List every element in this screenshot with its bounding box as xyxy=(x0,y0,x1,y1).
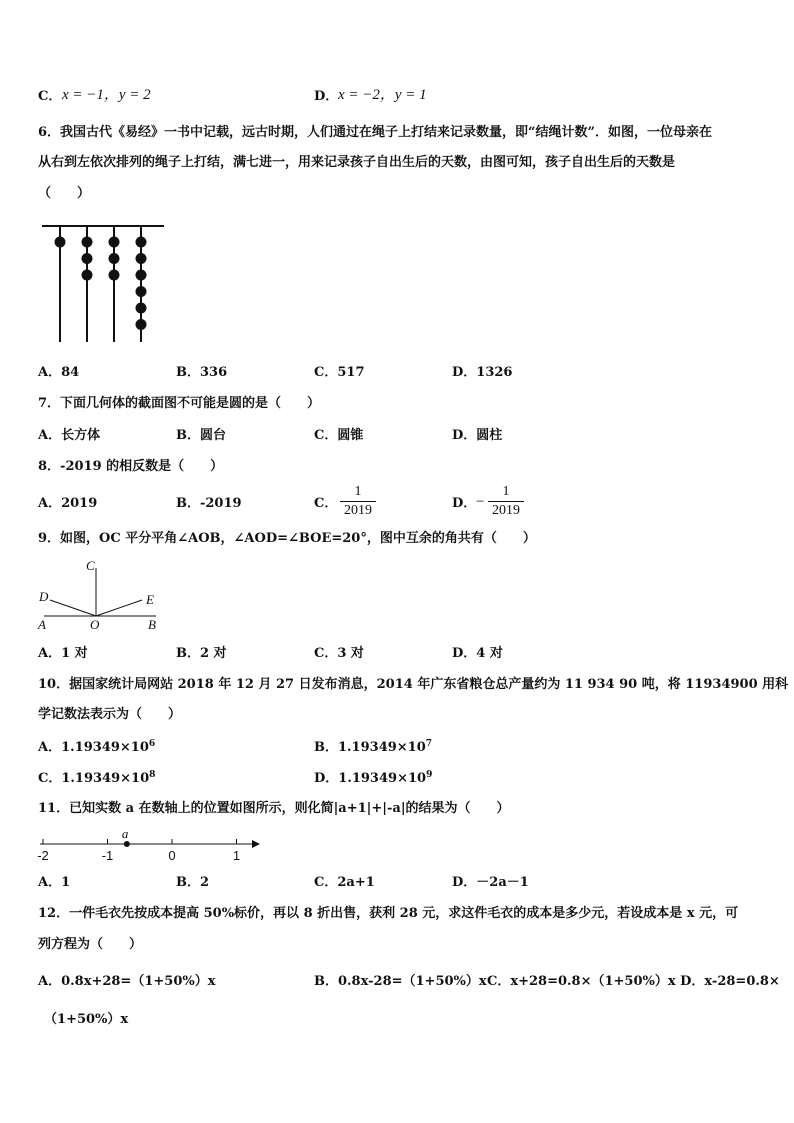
angle-figure xyxy=(36,558,176,633)
ray-od xyxy=(50,600,96,616)
knot xyxy=(109,253,120,264)
fraction-bar xyxy=(340,501,376,502)
q10-option-d: D．$1.19349\times 10^9$ xyxy=(314,770,433,786)
exponent: 7 xyxy=(425,739,433,749)
q11-option-a: A．1 xyxy=(38,875,71,890)
q6-stem-line2: 从右到左依次排列的绳子上打结，满七进一，用来记录孩子自出生后的天数，由图可知，孩子自出生后的天数是 xyxy=(38,155,676,170)
q6-stem-line1: 6．我国古代《易经》一书中记载，远古时期，人们通过在绳子上打结来记录数量，即“结绳计数”．如图，一位母亲在 xyxy=(38,125,713,140)
knot-cord-figure xyxy=(42,220,167,345)
point-a-label: a xyxy=(121,826,129,841)
knot xyxy=(82,253,93,264)
q12-stem-line1: 12．一件毛衣先按成本提高 50%标价，再以 8 折出售，获利 28 元，求这件毛衣的成本是多少元，若设成本是 x 元，可 xyxy=(38,906,739,921)
q9-option-a: A．1 对 xyxy=(38,646,88,661)
q10-option-a: A．$1.19349\times 10^6$ xyxy=(38,739,156,755)
q5-option-d-math: x = −2，y = 1 xyxy=(338,87,427,103)
label-o: O xyxy=(90,617,100,632)
q8-option-c-label: C． xyxy=(314,496,338,511)
q8-stem: 8．-2019 的相反数是（ ） xyxy=(38,459,224,474)
q12-option-d-continued: （1+50%）x xyxy=(44,1012,129,1027)
q11-option-c: C．2a+1 xyxy=(314,875,375,890)
label-d: D xyxy=(39,589,49,604)
fraction-numerator: 1 xyxy=(502,484,510,499)
q12-option-b: B．0.8x-28=（1+50%）x xyxy=(314,974,487,989)
q9-stem: 9．如图，OC 平分平角∠AOB，∠AOD=∠BOE=20°，图中互余的角共有（ ） xyxy=(38,531,536,546)
q11-stem: 11．已知实数 a 在数轴上的位置如图所示，则化简|a+1|+|-a|的结果为（ ） xyxy=(38,801,510,816)
q5-option-c-label: C． xyxy=(38,89,62,104)
q7-stem: 7．下面几何体的截面图不可能是圆的是（ ） xyxy=(38,396,321,411)
exponent: 8 xyxy=(149,770,156,780)
tick-label: -1 xyxy=(101,848,114,863)
q5-option-d-label: D． xyxy=(314,89,339,104)
point-a xyxy=(124,841,130,847)
label-c: C xyxy=(86,558,95,573)
knot xyxy=(109,270,120,281)
knot xyxy=(136,286,147,297)
q8-option-d-minus: − xyxy=(476,494,485,510)
q10-option-b: B．$1.19349\times 10^7$ xyxy=(314,739,433,755)
knot xyxy=(109,237,120,248)
knot xyxy=(136,237,147,248)
q7-option-d: D．圆柱 xyxy=(452,428,503,443)
label-e: E xyxy=(146,592,154,607)
q7-option-c: C．圆锥 xyxy=(314,428,364,443)
q12-option-a: A．0.8x+28=（1+50%）x xyxy=(38,974,216,989)
q8-option-a: A．2019 xyxy=(38,496,98,511)
label-a: A xyxy=(38,617,46,632)
q8-option-d-label: D． xyxy=(452,496,477,511)
q11-option-d: D．－2a－1 xyxy=(452,875,529,890)
q7-option-b: B．圆台 xyxy=(176,428,226,443)
q8-option-b: B．-2019 xyxy=(176,496,242,511)
q9-option-b: B．2 对 xyxy=(176,646,227,661)
q9-option-d: D．4 对 xyxy=(452,646,503,661)
q10-option-c: C．$1.19349\times 10^8$ xyxy=(38,770,156,786)
knot xyxy=(136,303,147,314)
ray-oe xyxy=(96,600,142,616)
q10-stem-line2: 学记数法表示为（ ） xyxy=(38,707,182,722)
q6-option-a: A．84 xyxy=(38,365,80,380)
q12-stem-line2: 列方程为（ ） xyxy=(38,937,143,952)
knot xyxy=(136,253,147,264)
q11-option-b: B．2 xyxy=(176,875,210,890)
q8-option-c-fraction xyxy=(340,484,376,519)
q10-stem-line1: 10．据国家统计局网站 2018 年 12 月 27 日发布消息，2014 年广东省粮仓总产量约为 11 934 90 吨，将 11934900 用科 xyxy=(38,677,789,692)
knot xyxy=(136,319,147,330)
knot xyxy=(82,270,93,281)
fraction-denominator: 2019 xyxy=(492,503,520,518)
knot xyxy=(82,237,93,248)
arrow-right-icon xyxy=(252,840,260,848)
q6-option-c: C．517 xyxy=(314,365,365,380)
exponent: 6 xyxy=(148,739,156,749)
fraction-denominator: 2019 xyxy=(344,503,372,518)
label-b: B xyxy=(148,617,156,632)
q8-option-d-fraction xyxy=(488,484,524,519)
tick-label: -2 xyxy=(37,848,49,863)
q6-option-d: D．1326 xyxy=(452,365,513,380)
q5-option-c-math: x = −1，y = 2 xyxy=(62,87,151,103)
fraction-bar xyxy=(488,501,524,502)
knot xyxy=(55,237,66,248)
q12-option-c-and-d: C．x+28=0.8×（1+50%）x D．x-28=0.8× xyxy=(487,974,780,989)
q9-option-c: C．3 对 xyxy=(314,646,364,661)
fraction-numerator: 1 xyxy=(354,484,362,499)
exponent: 9 xyxy=(426,770,433,780)
q6-option-b: B．336 xyxy=(176,365,228,380)
number-line-figure xyxy=(34,826,264,866)
tick-label: 1 xyxy=(232,848,241,863)
q6-stem-line3: （ ） xyxy=(38,186,91,201)
tick-label: 0 xyxy=(168,848,176,863)
knot xyxy=(136,270,147,281)
q7-option-a: A．长方体 xyxy=(38,428,101,443)
